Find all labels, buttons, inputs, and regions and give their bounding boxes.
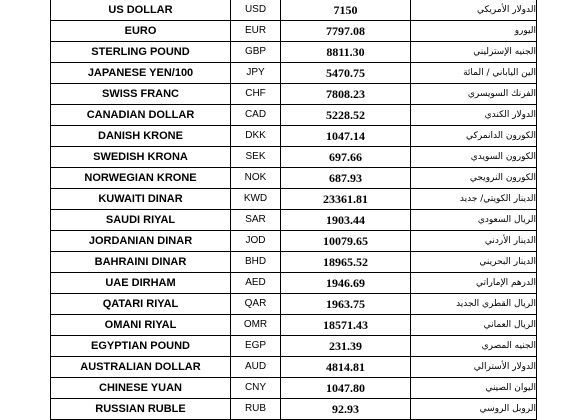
currency-code: CNY (231, 378, 281, 399)
currency-name-arabic: الدولار الكندي (411, 105, 537, 126)
table-row (51, 168, 537, 189)
currency-name: US DOLLAR (51, 0, 231, 21)
currency-name: CHINESE YUAN (51, 378, 231, 399)
currency-name: EGYPTIAN POUND (51, 336, 231, 357)
exchange-rate: 4814.81 (281, 357, 411, 378)
table-row (51, 0, 537, 21)
table-row (51, 315, 537, 336)
exchange-rate: 18965.52 (281, 252, 411, 273)
exchange-rate: 231.39 (281, 336, 411, 357)
currency-name: JORDANIAN DINAR (51, 231, 231, 252)
currency-code: DKK (231, 126, 281, 147)
table-row (51, 189, 537, 210)
table-row (51, 210, 537, 231)
currency-code: AED (231, 273, 281, 294)
exchange-rates-table (50, 0, 537, 420)
table-row (51, 126, 537, 147)
currency-name-arabic: الجنيه المصري (411, 336, 537, 357)
currency-name-arabic: الريال العماني (411, 315, 537, 336)
currency-name-arabic: الدينار الكويتي/ جديد (411, 189, 537, 210)
currency-name-arabic: الدينار الأردني (411, 231, 537, 252)
currency-code: JOD (231, 231, 281, 252)
exchange-rate: 7797.08 (281, 21, 411, 42)
currency-name: JAPANESE YEN/100 (51, 63, 231, 84)
exchange-rate: 7808.23 (281, 84, 411, 105)
exchange-rate: 1963.75 (281, 294, 411, 315)
exchange-rate: 1903.44 (281, 210, 411, 231)
currency-name: SWISS FRANC (51, 84, 231, 105)
table-row (51, 294, 537, 315)
currency-code: USD (231, 0, 281, 21)
table-row (51, 147, 537, 168)
currency-name-arabic: اليورو (411, 21, 537, 42)
table-row (51, 21, 537, 42)
currency-code: RUB (231, 399, 281, 420)
currency-code: KWD (231, 189, 281, 210)
currency-name: UAE DIRHAM (51, 273, 231, 294)
currency-code: EUR (231, 21, 281, 42)
exchange-rate: 5228.52 (281, 105, 411, 126)
currency-name-arabic: الروبل الروسي (411, 399, 537, 420)
rates-table-body (51, 0, 537, 420)
exchange-rate: 7150 (281, 0, 411, 21)
currency-code: JPY (231, 63, 281, 84)
currency-code: OMR (231, 315, 281, 336)
exchange-rate: 1946.69 (281, 273, 411, 294)
table-row (51, 42, 537, 63)
currency-name: SWEDISH KRONA (51, 147, 231, 168)
currency-name-arabic: الين الياباني / المائة (411, 63, 537, 84)
table-row (51, 252, 537, 273)
exchange-rate: 687.93 (281, 168, 411, 189)
table-row (51, 336, 537, 357)
currency-name-arabic: الفرنك السويسري (411, 84, 537, 105)
exchange-rate: 18571.43 (281, 315, 411, 336)
currency-name-arabic: الجنيه الإسترليني (411, 42, 537, 63)
currency-code: QAR (231, 294, 281, 315)
currency-name-arabic: الدولار الأمريكي (411, 0, 537, 21)
currency-name: QATARI RIYAL (51, 294, 231, 315)
currency-name: OMANI RIYAL (51, 315, 231, 336)
currency-code: SEK (231, 147, 281, 168)
currency-name: CANADIAN DOLLAR (51, 105, 231, 126)
currency-code: EGP (231, 336, 281, 357)
currency-name-arabic: الدولار الأسترالي (411, 357, 537, 378)
currency-code: AUD (231, 357, 281, 378)
currency-code: GBP (231, 42, 281, 63)
currency-name-arabic: الدرهم الإماراتي (411, 273, 537, 294)
currency-name: AUSTRALIAN DOLLAR (51, 357, 231, 378)
exchange-rate: 23361.81 (281, 189, 411, 210)
currency-code: CHF (231, 84, 281, 105)
exchange-rate: 10079.65 (281, 231, 411, 252)
table-row (51, 273, 537, 294)
currency-code: SAR (231, 210, 281, 231)
exchange-rate: 92.93 (281, 399, 411, 420)
cropped-footer-note (0, 392, 570, 402)
table-row (51, 84, 537, 105)
exchange-rate: 8811.30 (281, 42, 411, 63)
currency-name-arabic: اليوان الصيني (411, 378, 537, 399)
currency-name-arabic: الريال السعودي (411, 210, 537, 231)
currency-name: BAHRAINI DINAR (51, 252, 231, 273)
currency-name-arabic: الكورون الدانمركي (411, 126, 537, 147)
exchange-rate: 1047.14 (281, 126, 411, 147)
currency-name: SAUDI RIYAL (51, 210, 231, 231)
currency-code: NOK (231, 168, 281, 189)
currency-name-arabic: الكورون السويدي (411, 147, 537, 168)
currency-name-arabic: الريال القطري الجديد (411, 294, 537, 315)
table-row (51, 231, 537, 252)
currency-name: RUSSIAN RUBLE (51, 399, 231, 420)
currency-code: BHD (231, 252, 281, 273)
currency-name: NORWEGIAN KRONE (51, 168, 231, 189)
table-row (51, 105, 537, 126)
currency-name-arabic: الكورون النرويجي (411, 168, 537, 189)
table-row (51, 63, 537, 84)
currency-name: STERLING POUND (51, 42, 231, 63)
currency-name-arabic: الدينار البحريني (411, 252, 537, 273)
currency-name: KUWAITI DINAR (51, 189, 231, 210)
currency-code: CAD (231, 105, 281, 126)
currency-name: DANISH KRONE (51, 126, 231, 147)
exchange-rate: 5470.75 (281, 63, 411, 84)
exchange-rate: 1047.80 (281, 378, 411, 399)
table-row (51, 357, 537, 378)
currency-name: EURO (51, 21, 231, 42)
exchange-rate: 697.66 (281, 147, 411, 168)
